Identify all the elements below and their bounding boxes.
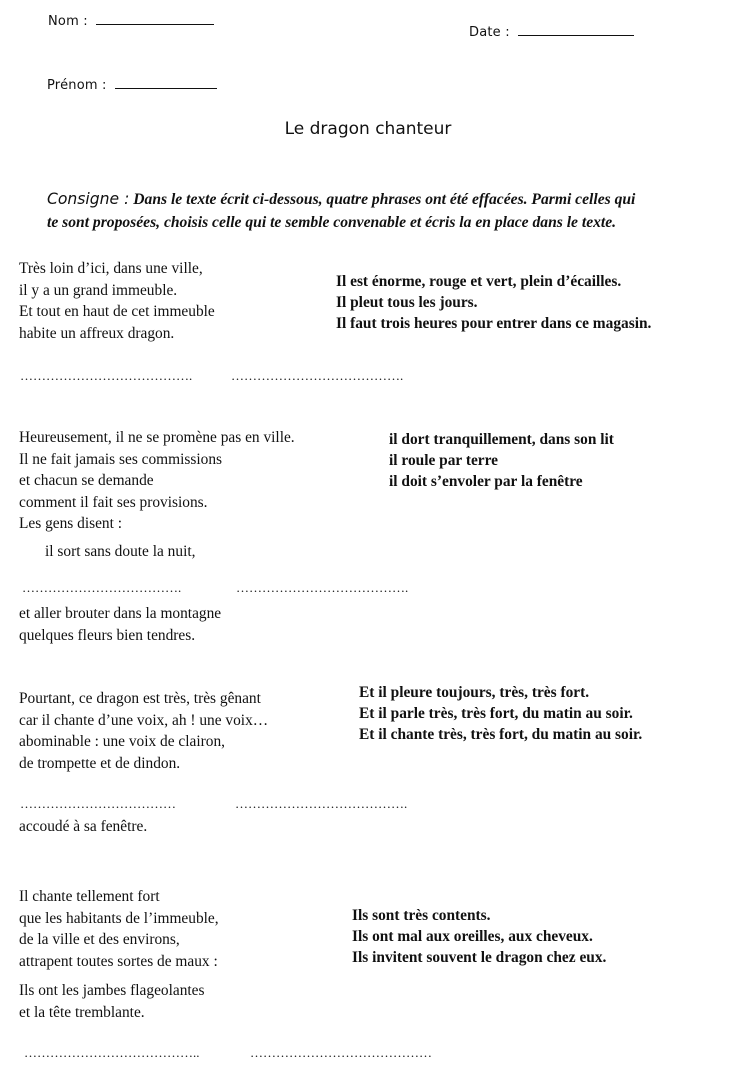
text-line: attrapent toutes sortes de maux : bbox=[19, 952, 218, 970]
text-line: et chacun se demande bbox=[19, 472, 154, 489]
option-sentence: Il pleut tous les jours. bbox=[336, 294, 478, 311]
date-label: Date : bbox=[469, 25, 510, 40]
instruction-lead: Consigne : bbox=[47, 190, 130, 208]
option-sentence: Et il pleure toujours, très, très fort. bbox=[359, 684, 590, 701]
section-3-text-after: accoudé à sa fenêtre. bbox=[19, 818, 148, 835]
text-line: et la tête tremblante. bbox=[19, 1003, 145, 1021]
text-line: et aller brouter dans la montagne bbox=[19, 605, 222, 622]
page-title: Le dragon chanteur bbox=[284, 119, 452, 139]
text-line: Pourtant, ce dragon est très, très gênant bbox=[19, 690, 261, 707]
text-line: Il chante tellement fort bbox=[19, 888, 160, 905]
text-line: il y a un grand immeuble. bbox=[19, 281, 178, 299]
answer-blank-3b[interactable]: …………………………………. bbox=[235, 796, 408, 811]
instruction-text-1: Dans le texte écrit ci-dessous, quatre phrases ont été effacées. Parmi celles qui bbox=[133, 191, 636, 208]
text-line: quelques fleurs bien tendres. bbox=[19, 626, 196, 644]
text-line: que les habitants de l’immeuble, bbox=[19, 909, 219, 927]
answer-blank-4a[interactable]: ………………………………….. bbox=[24, 1045, 200, 1060]
option-sentence: Ils ont mal aux oreilles, aux cheveux. bbox=[352, 928, 593, 945]
section-2-text bbox=[19, 427, 295, 535]
text-line: car il chante d’une voix, ah ! une voix… bbox=[19, 711, 269, 729]
option-sentence: Il est énorme, rouge et vert, plein d’écailles. bbox=[336, 273, 622, 290]
option-sentence: Et il parle très, très fort, du matin au soir. bbox=[359, 705, 633, 722]
text-line: Il ne fait jamais ses commissions bbox=[19, 450, 223, 468]
answer-blank-2a[interactable]: ………………………………. bbox=[22, 580, 182, 595]
name-field bbox=[48, 14, 214, 29]
answer-blank-3a[interactable]: ……………………………… bbox=[20, 796, 176, 811]
section-1-text bbox=[19, 258, 215, 344]
option-sentence: Ils sont très contents. bbox=[352, 907, 491, 924]
answer-blank-1b[interactable]: …………………………………. bbox=[231, 368, 404, 383]
name-write-line bbox=[96, 24, 214, 25]
answer-blank-1a[interactable]: …………………………………. bbox=[20, 368, 193, 383]
text-line: Les gens disent : bbox=[19, 515, 123, 532]
option-sentence: il dort tranquillement, dans son lit bbox=[389, 431, 614, 448]
instruction-line-2: te sont proposées, choisis celle qui te semble convenable et écris la en place dans le texte. bbox=[47, 214, 617, 231]
text-line: de la ville et des environs, bbox=[19, 931, 180, 948]
instruction-line-1 bbox=[47, 188, 635, 211]
date-write-line bbox=[518, 35, 634, 36]
instruction bbox=[47, 188, 635, 234]
section-4-text-after bbox=[19, 980, 205, 1023]
section-4-options bbox=[352, 905, 606, 968]
section-2-text-after bbox=[19, 603, 221, 646]
section-2-indented-line: il sort sans doute la nuit, bbox=[45, 543, 196, 560]
date-field bbox=[469, 25, 634, 40]
section-4-text bbox=[19, 886, 219, 972]
option-sentence: Il faut trois heures pour entrer dans ce magasin. bbox=[336, 315, 652, 332]
text-line: abominable : une voix de clairon, bbox=[19, 733, 226, 750]
section-2-options bbox=[389, 429, 614, 492]
answer-blank-4b[interactable]: …………………………………… bbox=[250, 1045, 432, 1060]
section-1-options bbox=[336, 271, 651, 334]
option-sentence: il roule par terre bbox=[389, 452, 498, 469]
name-label: Nom : bbox=[48, 14, 88, 29]
text-line: Heureusement, il ne se promène pas en ville. bbox=[19, 429, 295, 446]
firstname-write-line bbox=[115, 88, 217, 89]
option-sentence: il doit s’envoler par la fenêtre bbox=[389, 473, 583, 490]
text-line: comment il fait ses provisions. bbox=[19, 493, 208, 511]
option-sentence: Ils invitent souvent le dragon chez eux. bbox=[352, 949, 607, 966]
section-3-options bbox=[359, 682, 642, 745]
firstname-field bbox=[47, 78, 217, 93]
firstname-label: Prénom : bbox=[47, 78, 107, 93]
answer-blank-2b[interactable]: …………………………………. bbox=[236, 580, 409, 595]
text-line: habite un affreux dragon. bbox=[19, 324, 175, 342]
section-3-text bbox=[19, 688, 268, 774]
option-sentence: Et il chante très, très fort, du matin au soir. bbox=[359, 726, 643, 743]
text-line: Très loin d’ici, dans une ville, bbox=[19, 260, 203, 277]
text-line: de trompette et de dindon. bbox=[19, 754, 181, 772]
text-line: Et tout en haut de cet immeuble bbox=[19, 303, 215, 320]
text-line: Ils ont les jambes flageolantes bbox=[19, 982, 205, 999]
